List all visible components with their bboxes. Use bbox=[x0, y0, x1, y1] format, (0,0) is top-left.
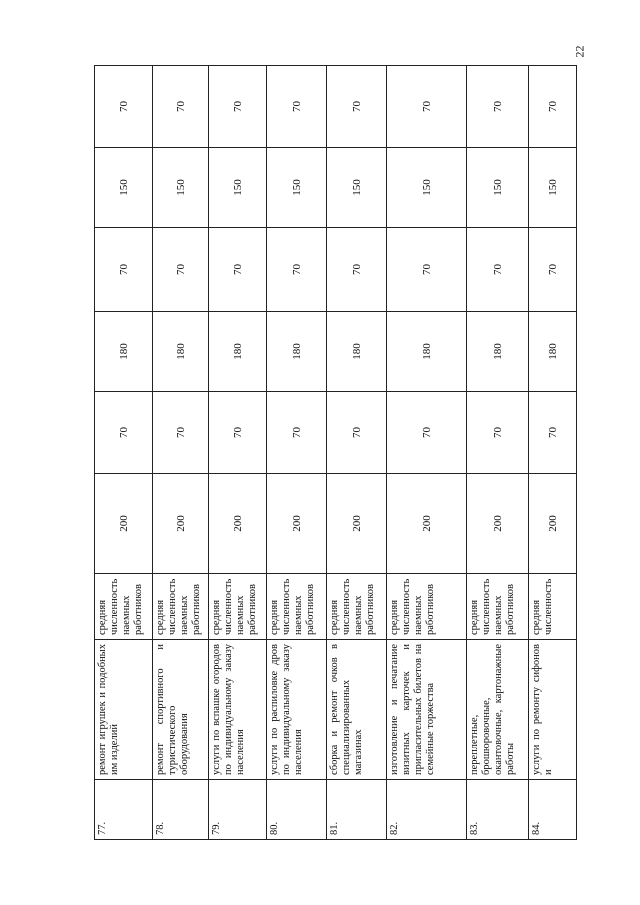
value-cell: 70 bbox=[467, 392, 529, 474]
value-cell: 180 bbox=[387, 312, 467, 392]
row-number: 84. bbox=[529, 780, 577, 840]
row-number: 77. bbox=[95, 780, 153, 840]
value-cell: 70 bbox=[529, 66, 577, 148]
value-cell: 180 bbox=[95, 312, 153, 392]
value-cell: 180 bbox=[267, 312, 327, 392]
table-row bbox=[267, 66, 327, 840]
service-description: изготовление и печатание визитных карточек и пригласительных билетов на семейные торжества bbox=[387, 640, 467, 780]
value-cell: 200 bbox=[529, 474, 577, 574]
services-table bbox=[94, 65, 577, 840]
value-cell: 70 bbox=[209, 392, 267, 474]
page-number: 22 bbox=[572, 45, 587, 58]
row-number: 78. bbox=[153, 780, 209, 840]
service-description: услуги по ремонту сифонов и bbox=[529, 640, 577, 780]
service-description: переплетные, брошюровочные, окантовочные, картонажные работы bbox=[467, 640, 529, 780]
value-cell: 200 bbox=[153, 474, 209, 574]
table-row bbox=[95, 66, 153, 840]
row-number: 82. bbox=[387, 780, 467, 840]
value-cell: 150 bbox=[267, 148, 327, 228]
value-cell: 70 bbox=[327, 392, 387, 474]
value-cell: 70 bbox=[387, 66, 467, 148]
rotated-table-wrapper bbox=[94, 66, 576, 840]
table-body bbox=[95, 66, 577, 840]
value-cell: 200 bbox=[327, 474, 387, 574]
value-cell: 150 bbox=[209, 148, 267, 228]
value-cell: 70 bbox=[153, 392, 209, 474]
value-cell: 70 bbox=[95, 66, 153, 148]
value-cell: 70 bbox=[267, 228, 327, 312]
row-number: 83. bbox=[467, 780, 529, 840]
table-row bbox=[529, 66, 577, 840]
value-cell: 70 bbox=[467, 228, 529, 312]
row-number: 79. bbox=[209, 780, 267, 840]
service-description: сборка и ремонт очков в специализированных магазинах bbox=[327, 640, 387, 780]
row-number: 80. bbox=[267, 780, 327, 840]
value-cell: 70 bbox=[387, 392, 467, 474]
table-row bbox=[387, 66, 467, 840]
table-row bbox=[467, 66, 529, 840]
indicator-name: средняя численность наемных работников bbox=[327, 574, 387, 640]
service-description: услуги по вспашке огородов по индивидуальному заказу населения bbox=[209, 640, 267, 780]
value-cell: 150 bbox=[387, 148, 467, 228]
value-cell: 70 bbox=[267, 66, 327, 148]
value-cell: 70 bbox=[467, 66, 529, 148]
value-cell: 70 bbox=[209, 66, 267, 148]
indicator-name: средняя численность наемных работников bbox=[267, 574, 327, 640]
indicator-name: средняя численность наемных работников bbox=[153, 574, 209, 640]
value-cell: 200 bbox=[387, 474, 467, 574]
table-row bbox=[327, 66, 387, 840]
value-cell: 70 bbox=[95, 228, 153, 312]
service-description: услуги по распиловке дров по индивидуальному заказу населения bbox=[267, 640, 327, 780]
value-cell: 150 bbox=[153, 148, 209, 228]
value-cell: 200 bbox=[95, 474, 153, 574]
row-number: 81. bbox=[327, 780, 387, 840]
indicator-name: средняя численность bbox=[529, 574, 577, 640]
value-cell: 200 bbox=[209, 474, 267, 574]
value-cell: 200 bbox=[267, 474, 327, 574]
value-cell: 150 bbox=[529, 148, 577, 228]
value-cell: 180 bbox=[327, 312, 387, 392]
value-cell: 70 bbox=[267, 392, 327, 474]
value-cell: 180 bbox=[153, 312, 209, 392]
indicator-name: средняя численность наемных работников bbox=[95, 574, 153, 640]
service-description: ремонт спортивного и туристического оборудования bbox=[153, 640, 209, 780]
service-description: ремонт игрушек и подобных им изделий bbox=[95, 640, 153, 780]
value-cell: 150 bbox=[95, 148, 153, 228]
value-cell: 70 bbox=[153, 228, 209, 312]
value-cell: 180 bbox=[529, 312, 577, 392]
value-cell: 70 bbox=[95, 392, 153, 474]
value-cell: 70 bbox=[209, 228, 267, 312]
value-cell: 200 bbox=[467, 474, 529, 574]
indicator-name: средняя численность наемных работников bbox=[387, 574, 467, 640]
value-cell: 150 bbox=[467, 148, 529, 228]
table-row bbox=[209, 66, 267, 840]
value-cell: 70 bbox=[529, 392, 577, 474]
value-cell: 180 bbox=[209, 312, 267, 392]
value-cell: 70 bbox=[529, 228, 577, 312]
indicator-name: средняя численность наемных работников bbox=[209, 574, 267, 640]
table-row bbox=[153, 66, 209, 840]
value-cell: 150 bbox=[327, 148, 387, 228]
value-cell: 70 bbox=[327, 228, 387, 312]
value-cell: 70 bbox=[327, 66, 387, 148]
value-cell: 180 bbox=[467, 312, 529, 392]
indicator-name: средняя численность наемных работников bbox=[467, 574, 529, 640]
value-cell: 70 bbox=[153, 66, 209, 148]
value-cell: 70 bbox=[387, 228, 467, 312]
